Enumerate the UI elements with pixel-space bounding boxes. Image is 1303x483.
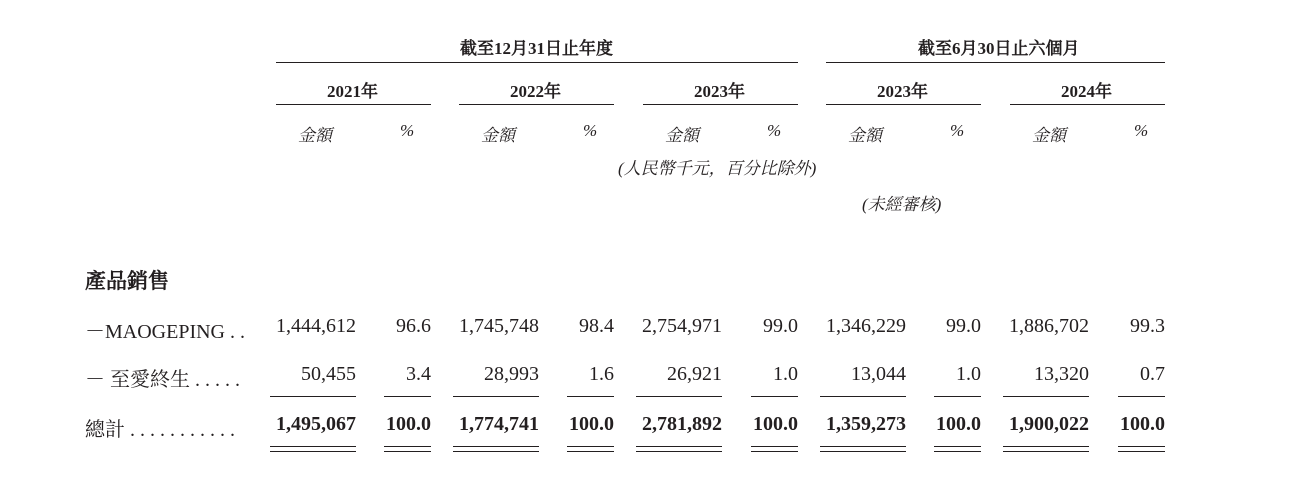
amount-cell: 13,320 [1034, 363, 1089, 385]
amount-cell: 1,359,273 [826, 413, 906, 435]
percent-cell: 96.6 [396, 315, 431, 337]
percent-cell: 100.0 [569, 413, 614, 435]
year-header: 2024年 [1061, 82, 1112, 101]
amount-cell: 26,921 [667, 363, 722, 385]
percent-cell: 99.3 [1130, 315, 1165, 337]
subtotal-rule [820, 396, 906, 397]
total-double-rule [384, 446, 431, 452]
total-double-rule [270, 446, 356, 452]
total-double-rule [453, 446, 539, 452]
subtotal-rule [636, 396, 722, 397]
percent-column-header: % [1134, 121, 1149, 140]
percent-cell: 98.4 [579, 315, 614, 337]
subtotal-rule [1118, 396, 1165, 397]
subtotal-rule [934, 396, 981, 397]
year-header-rule [276, 104, 431, 105]
subtotal-rule [384, 396, 431, 397]
total-double-rule [1003, 446, 1089, 452]
percent-cell: 100.0 [936, 413, 981, 435]
total-double-rule [934, 446, 981, 452]
period-header-year-rule [276, 62, 798, 63]
row-label: － 至愛終生 . . . . . [85, 369, 240, 391]
section-title: 產品銷售 [85, 269, 169, 293]
row-label: －MAOGEPING . . [85, 321, 245, 343]
percent-cell: 100.0 [753, 413, 798, 435]
year-header: 2023年 [694, 82, 745, 101]
year-header: 2022年 [510, 82, 561, 101]
total-double-rule [751, 446, 798, 452]
amount-cell: 1,774,741 [459, 413, 539, 435]
percent-cell: 3.4 [406, 363, 431, 385]
year-header-rule [826, 104, 981, 105]
percent-column-header: % [400, 121, 415, 140]
amount-cell: 1,745,748 [459, 315, 539, 337]
amount-cell: 1,900,022 [1009, 413, 1089, 435]
year-header-rule [459, 104, 614, 105]
percent-cell: 1.0 [956, 363, 981, 385]
percent-cell: 1.0 [773, 363, 798, 385]
total-double-rule [567, 446, 614, 452]
percent-cell: 100.0 [386, 413, 431, 435]
units-note: (人民幣千元，百分比除外) [618, 159, 817, 178]
amount-cell: 1,346,229 [826, 315, 906, 337]
percent-cell: 99.0 [946, 315, 981, 337]
amount-cell: 13,044 [851, 363, 906, 385]
amount-cell: 50,455 [301, 363, 356, 385]
year-header: 2023年 [877, 82, 928, 101]
year-header: 2021年 [327, 82, 378, 101]
amount-cell: 28,993 [484, 363, 539, 385]
subtotal-rule [751, 396, 798, 397]
period-header-half: 截至6月30日止六個月 [918, 39, 1080, 58]
period-header-year: 截至12月31日止年度 [460, 39, 613, 58]
subtotal-rule [567, 396, 614, 397]
amount-column-header: 金額 [848, 126, 882, 145]
amount-cell: 2,781,892 [642, 413, 722, 435]
percent-column-header: % [767, 121, 782, 140]
total-label: 總計 . . . . . . . . . . . [85, 419, 235, 441]
amount-column-header: 金額 [665, 126, 699, 145]
amount-column-header: 金額 [481, 126, 515, 145]
total-double-rule [636, 446, 722, 452]
subtotal-rule [453, 396, 539, 397]
percent-cell: 1.6 [589, 363, 614, 385]
subtotal-rule [1003, 396, 1089, 397]
amount-cell: 2,754,971 [642, 315, 722, 337]
percent-cell: 100.0 [1120, 413, 1165, 435]
unaudited-note: (未經審核) [862, 195, 942, 214]
amount-cell: 1,444,612 [276, 315, 356, 337]
percent-column-header: % [950, 121, 965, 140]
percent-cell: 0.7 [1140, 363, 1165, 385]
total-double-rule [820, 446, 906, 452]
period-header-half-rule [826, 62, 1165, 63]
total-double-rule [1118, 446, 1165, 452]
amount-cell: 1,495,067 [276, 413, 356, 435]
amount-cell: 1,886,702 [1009, 315, 1089, 337]
amount-column-header: 金額 [1032, 126, 1066, 145]
year-header-rule [1010, 104, 1165, 105]
subtotal-rule [270, 396, 356, 397]
year-header-rule [643, 104, 798, 105]
percent-cell: 99.0 [763, 315, 798, 337]
percent-column-header: % [583, 121, 598, 140]
amount-column-header: 金額 [298, 126, 332, 145]
